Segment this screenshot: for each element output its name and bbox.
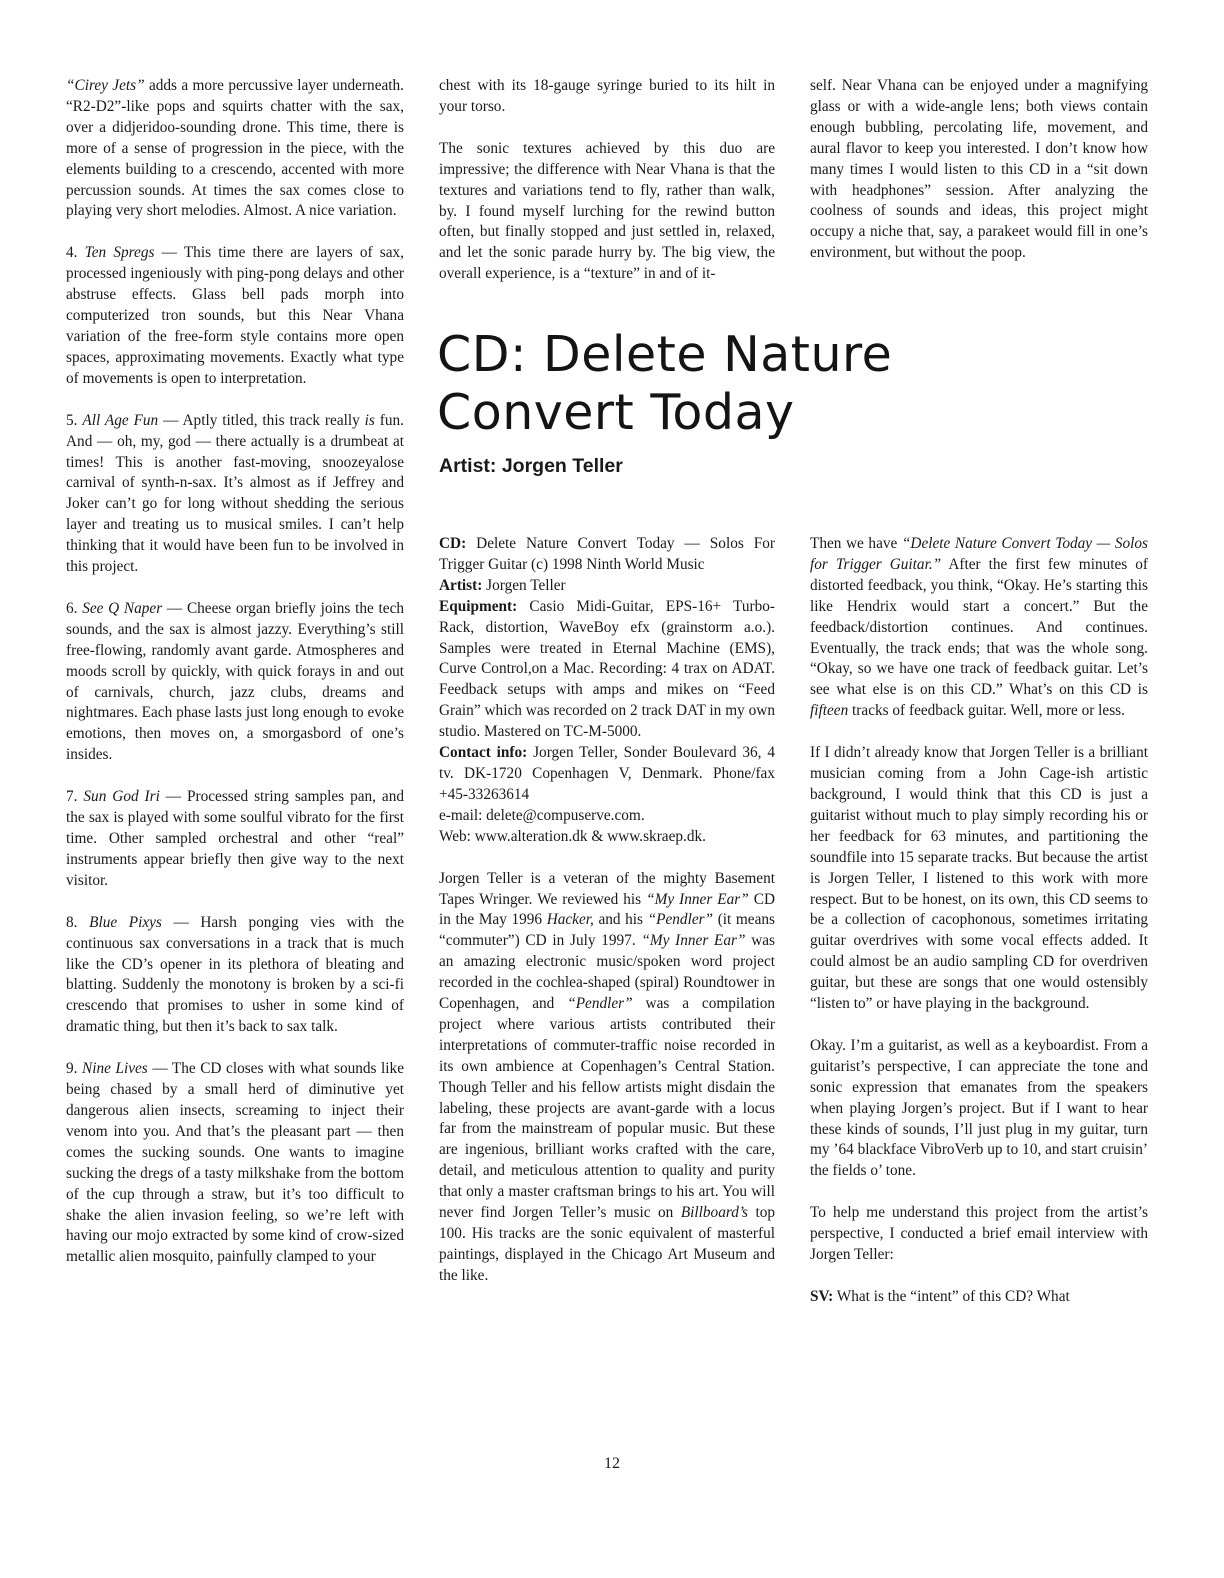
body-paragraph: The sonic textures achieved by this duo are impressive; the difference with Near Vhana is that the textures and variations tend to fly, rather than walk, by. I found myself lurching for the rewind button often, but finally stopped and just settled in, relaxed, and let the sonic parade hurry by. The big view, the overall experience, is a “texture” in and of it-	[439, 139, 775, 283]
body-paragraph: Then we have “Delete Nature Convert Today — Solos for Trigger Guitar.” After the first few minutes of distorted feedback, you think, “Okay. He’s starting this like Hendrix would start a concert.” But the feedback/distortion continues. And continues. Eventually, the track ends; that was the whole song. “Okay, so we have one track of feedback guitar. Let’s see what else is on this CD.” What’s on this CD is fifteen tracks of feedback guitar. Well, more or less.	[810, 535, 1148, 720]
track-9-paragraph: 9. Nine Lives — The CD closes with what sounds like being chased by a small herd of diminutive yet dangerous alien insects, screaming to inject their venom into you. And that’s the pleasant part — then comes the sucking sounds. One wants to imagine sucking the dregs of a tasty milkshake from the bottom of the cup through a straw, but it’s too difficult to shake the alien invasion feeling, so we’re left with having our mojo extracted by some kind of crow-sized metallic alien mosquito, painfully clamped to your	[66, 1060, 404, 1266]
body-paragraph: chest with its 18-gauge syringe buried to its hilt in your torso.	[439, 77, 775, 115]
body-paragraph: If I didn’t already know that Jorgen Teller is a brilliant musician coming from a John Cage-ish artistic background, I would think that this CD is just a guitarist without much to play simply recording his or her feedback for 63 minutes, and partitioning the soundfile into 15 separate tracks. But because the artist is Jorgen Teller, I listened to this work with more respect. But to be honest, on its own, this CD seems to be a collection of cacophonous, sometimes irritating guitar overdrives with some vocal effects added. It could almost be an audio sampling CD for overdriven guitar, but these are songs that one would ostensibly “listen to” or have playing in the background.	[810, 744, 1148, 1013]
track-5-paragraph: 5. All Age Fun — Aptly titled, this track really is fun. And — oh, my, god — there actually is a drumbeat at times! This is another fast-moving, snoozeyalose carnival of synth-n-sax. It’s almost as if Jeffrey and Joker can’t go for long without shedding the serious layer and treating us to musical smiles. I can’t help thinking that it would have been fun to be involved in this project.	[66, 411, 405, 576]
info-equipment: Equipment: Casio Midi-Guitar, EPS-16+ Turbo-Rack, distortion, WaveBoy efx (grainstorm a.o.). Samples were treated in Eternal Machine (EMS), Curve Control,on a Mac. Recording: 4 trax on ADAT. Feedback setups with amps and mikes on “Feed Grain” which was recorded on 2 track DAT in my own studio. Mastered on TC-M-5000.	[439, 597, 775, 741]
interview-question: SV: What is the “intent” of this CD? What	[810, 1288, 1070, 1305]
body-paragraph: self. Near Vhana can be enjoyed under a magnifying glass or with a wide-angle lens; both views contain enough bubbling, percolating life, movement, and aural flavor to keep you interested. I don’t know how many times I would listen to this CD in a “sit down with headphones” session. After analyzing the coolness of sounds and ideas, this project might occupy a niche that, say, a parakeet would fill in one’s environment, but without the poop.	[810, 77, 1148, 262]
article-title	[437, 326, 1157, 442]
column-3-bottom	[810, 534, 1148, 1329]
track-4-paragraph: 4. Ten Spregs — This time there are layers of sax, processed ingeniously with ping-pong delays and other abstruse effects. Glass bell pads morph into computerized tron sounds, but this Near Vhana variation of the free-form style contains more open spaces, approximating movements. Exactly what type of movements is open to interpretation.	[66, 244, 404, 387]
track-3-paragraph: “Cirey Jets” adds a more percussive layer underneath. “R2-D2”-like pops and squirts chatter with the sax, over a didjeridoo-sounding drone. This time, there is more of a sense of progression in the piece, with the elements building to a crescendo, accented with more percussion sounds. At times the sax comes close to playing very short melodies. Almost. A nice variation.	[66, 77, 404, 220]
info-artist: Artist: Jorgen Teller	[439, 576, 566, 594]
info-block	[439, 534, 775, 848]
column-3-top	[810, 76, 1148, 285]
article-title-line-1: CD: Delete Nature	[437, 326, 893, 383]
track-7-paragraph: 7. Sun God Iri — Processed string samples pan, and the sax is played with some soulful vibrato for the first time. Other sampled orchestral and other “real” instruments appear briefly then give way to the next visitor.	[66, 788, 404, 889]
column-1	[66, 76, 404, 1289]
body-paragraph: Okay. I’m a guitarist, as well as a keyboardist. From a guitarist’s perspective, I can appreciate the tone and sonic expression that emanates from the speakers when playing Jorgen’s project. But if I want to hear these kinds of sounds, I’ll just plug in my guitar, turn my ’64 blackface VibroVerb up to 10, and start cruisin’ the fields o’ tone.	[810, 1036, 1148, 1180]
review-paragraph: Jorgen Teller is a veteran of the mighty Basement Tapes Wringer. We reviewed his “My Inner Ear” CD in the May 1996 Hacker, and his “Pendler” (it means “commuter”) CD in July 1997. “My Inner Ear” was an amazing electronic music/spoken word project recorded in the cochlea-shaped (spiral) Roundtower in Copenhagen, and “Pendler” was a compilation project where various artists contributed their interpretations of commuter-traffic noise recorded in its own ambience at Copenhagen’s Central Station. Though Teller and his fellow artists might disdain the labeling, these projects are avant-garde with a locus far from the mainstream of popular music. But these are ingenious, brilliant works crafted with the care, detail, and meticulous attention to quality and purity that only a master craftsman brings to his art. You will never find Jorgen Teller’s music on Billboard’s top 100. His tracks are the sonic equivalent of masterful paintings, displayed in the Chicago Art Museum and the like.	[439, 869, 776, 1284]
track-6-paragraph: 6. See Q Naper — Cheese organ briefly joins the tech sounds, and the sax is almost jazzy. Everything’s still free-flowing, randomly avant garde. Atmospheres and moods scroll by quickly, with quick forays in and out of carnivals, church, jazz clubs, dreams and nightmares. Each phase lasts just long enough to evoke emotions, then moves on, a smorgasbord of one’s insides.	[66, 599, 405, 764]
column-2-top	[439, 76, 775, 306]
column-2-bottom	[439, 534, 775, 1308]
body-paragraph: To help me understand this project from the artist’s perspective, I conducted a brief email interview with Jorgen Teller:	[810, 1204, 1148, 1264]
article-title-line-2: Convert Today	[437, 384, 795, 441]
info-contact: Contact info: Jorgen Teller, Sonder Boulevard 36, 4 tv. DK-1720 Copenhagen V, Denmark. Phone/fax +45-33263614	[439, 744, 775, 803]
info-cd: CD: Delete Nature Convert Today — Solos For Trigger Guitar (c) 1998 Ninth World Music	[439, 535, 775, 573]
article-artist: Artist: Jorgen Teller	[439, 455, 623, 477]
info-email: e-mail: delete@compuserve.com.	[439, 806, 645, 824]
track-8-paragraph: 8. Blue Pixys — Harsh ponging vies with the continuous sax conversations in a track that is much like the CD’s opener in its plethora of bleating and blatting. Suddenly the monotony is broken by a sci-fi crescendo that promises to usher in some kind of dramatic thing, but then it’s back to sax talk.	[66, 913, 404, 1036]
page-number: 12	[604, 1455, 620, 1472]
info-web: Web: www.alteration.dk & www.skraep.dk.	[439, 827, 706, 845]
